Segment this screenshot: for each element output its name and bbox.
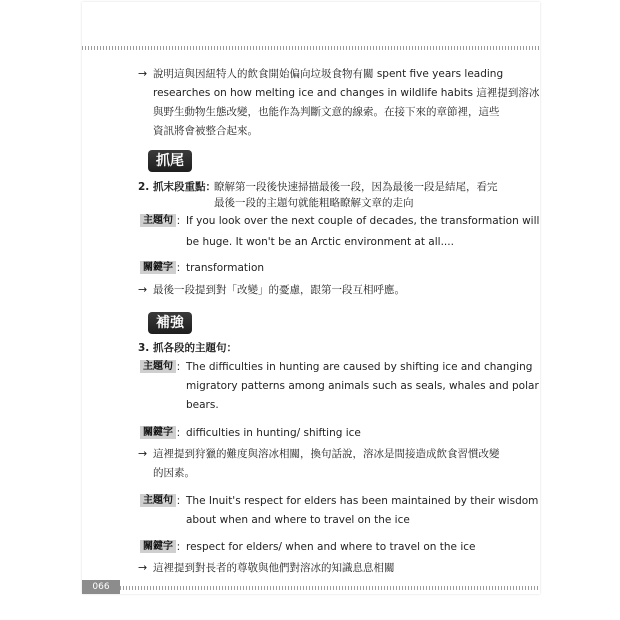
topic1-line-3: bears. <box>186 399 219 411</box>
section2-subtitle: 3. 抓各段的主題句： <box>138 342 237 354</box>
keyword1-text: difficulties in hunting/ shifting ice <box>186 427 361 439</box>
section1-note: 最後一段提到對「改變」的憂慮，跟第一段互相呼應。 <box>153 284 405 296</box>
section1-desc-line-1: 瞭解第一段後快速掃描最後一段，因為最後一段是結尾，看完 <box>214 181 498 193</box>
note2: 這裡提到對長者的尊敬與他們對溶冰的知識息息相關 <box>153 562 395 574</box>
keyword-tag: 關鍵字 <box>140 540 176 553</box>
topic-line-2: be huge. It won't be an Arctic environment at all.... <box>186 236 454 248</box>
topic2-line-1: The Inuit's respect for elders has been maintained by their wisdom <box>186 495 539 507</box>
keyword-text: transformation <box>186 262 265 274</box>
section-heading-buqiang: 補強 <box>148 312 192 334</box>
section1-desc-line-2: 最後一段的主題句就能粗略瞭解文章的走向 <box>214 197 414 209</box>
page-number: 066 <box>82 580 120 594</box>
topic-sentence-tag: 主題句 <box>140 494 176 507</box>
top-dotted-rule <box>82 46 540 50</box>
note1-line-2: 的因素。 <box>153 467 195 479</box>
intro-line-4: 資訊將會被整合起來。 <box>153 125 258 137</box>
arrow-icon: → <box>138 283 148 296</box>
colon: ： <box>176 427 187 439</box>
colon: ： <box>176 215 187 227</box>
colon: ： <box>176 495 187 507</box>
intro-line-3: 與野生動物生態改變，也能作為判斷文意的線索。在接下來的章節裡，這些 <box>153 106 500 118</box>
topic-sentence-tag: 主題句 <box>140 360 176 373</box>
keyword-tag: 關鍵字 <box>140 261 176 274</box>
keyword2-text: respect for elders/ when and where to travel on the ice <box>186 541 476 553</box>
topic1-line-2: migratory patterns among animals such as seals, whales and polar <box>186 380 539 392</box>
intro-line-2: researches on how melting ice and changes in wildlife habits 這裡提到溶冰 <box>153 87 540 99</box>
arrow-icon: → <box>138 447 148 460</box>
note1-line-1: 這裡提到狩獵的難度與溶冰相關，換句話說，溶冰是間接造成飲食習慣改變 <box>153 448 500 460</box>
colon: ： <box>176 262 187 274</box>
topic-line-1: If you look over the next couple of decades, the transformation will <box>186 215 540 227</box>
section1-subtitle: 2. 抓末段重點： <box>138 181 216 193</box>
arrow-icon: → <box>138 67 148 80</box>
arrow-icon: → <box>138 561 148 574</box>
topic2-line-2: about when and where to travel on the ice <box>186 514 410 526</box>
section-heading-zhuawei: 抓尾 <box>148 150 192 172</box>
intro-line-1: 說明這與因紐特人的飲食開始偏向垃圾食物有關 spent five years leading <box>153 68 504 80</box>
topic1-line-1: The difficulties in hunting are caused by shifting ice and changing <box>186 361 533 373</box>
topic-sentence-tag: 主題句 <box>140 214 176 227</box>
keyword-tag: 關鍵字 <box>140 426 176 439</box>
colon: ： <box>176 361 187 373</box>
colon: ： <box>176 541 187 553</box>
bottom-dotted-rule <box>120 586 540 590</box>
